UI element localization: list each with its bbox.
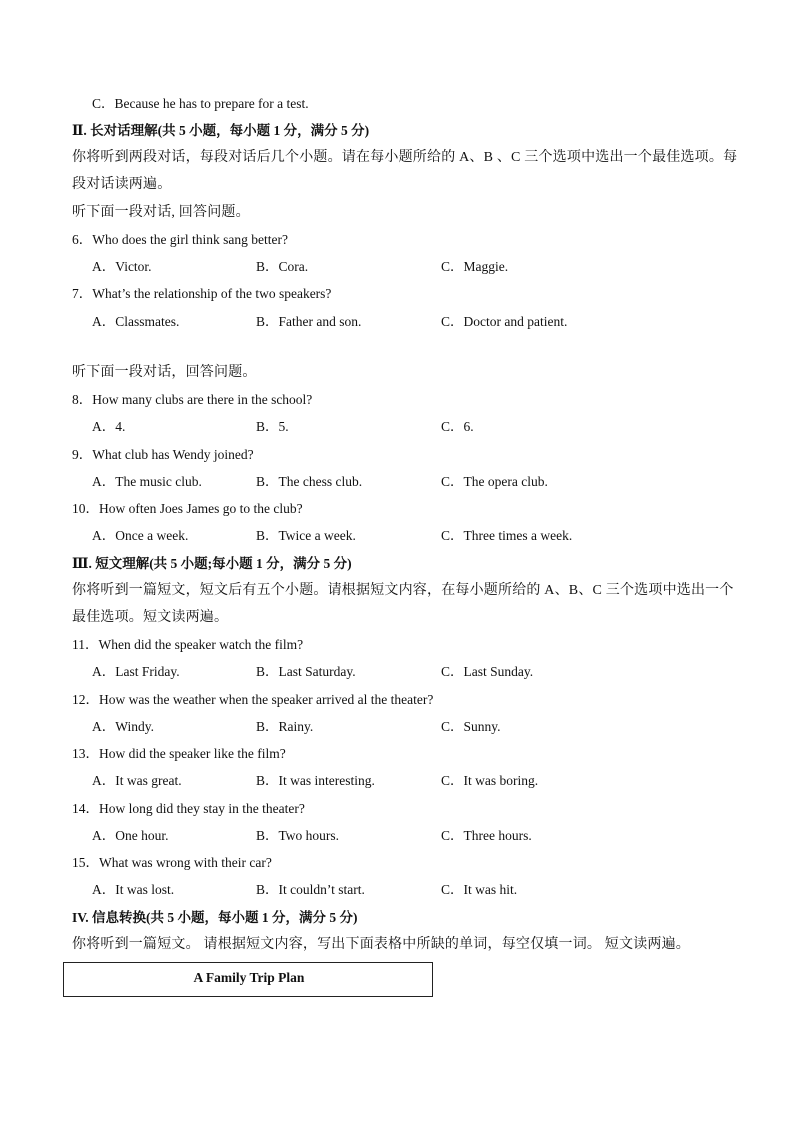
question-9: 9．What club has Wendy joined?	[72, 447, 254, 462]
q10-option-c: C．Three times a week.	[441, 528, 573, 543]
question-15: 15．What was wrong with their car?	[72, 855, 272, 870]
section-2-heading: Ⅱ. 长对话理解(共 5 小题，每小题 1 分，满分 5 分)	[72, 123, 370, 138]
section-4-heading: IV. 信息转换(共 5 小题，每小题 1 分，满分 5 分)	[72, 910, 358, 925]
section-2-instruction-line2: 段对话读两遍。	[72, 177, 172, 192]
q12-option-c: C．Sunny.	[441, 719, 501, 734]
q14-option-a: A．One hour.	[92, 828, 169, 843]
dialogue-1-prompt: 听下面一段对话, 回答问题。	[72, 205, 250, 220]
q9-option-a: A．The music club.	[92, 474, 202, 489]
q13-option-a: A．It was great.	[92, 773, 182, 788]
q14-option-b: B．Two hours.	[256, 828, 340, 843]
q13-option-c: C．It was boring.	[441, 773, 539, 788]
q9-option-b: B．The chess club.	[256, 474, 363, 489]
q10-option-a: A．Once a week.	[92, 528, 189, 543]
q12-option-a: A．Windy.	[92, 719, 154, 734]
q6-option-b: B．Cora.	[256, 259, 309, 274]
question-8: 8．How many clubs are there in the school?	[72, 392, 313, 407]
dialogue-2-prompt: 听下面一段对话，回答问题。	[72, 365, 257, 380]
q13-option-b: B．It was interesting.	[256, 773, 375, 788]
q15-option-b: B．It couldn’t start.	[256, 882, 365, 897]
question-6: 6．Who does the girl think sang better?	[72, 232, 288, 247]
q8-option-b: B．5.	[256, 419, 289, 434]
q7-option-c: C．Doctor and patient.	[441, 314, 568, 329]
question-11: 11．When did the speaker watch the film?	[72, 637, 304, 652]
section-2-instruction-line1: 你将听到两段对话，每段对话后几个小题。请在每小题所给的 A、B 、C 三个选项中选出一个最佳选项。每	[72, 150, 738, 165]
section-3-instruction-line2: 最佳选项。短文读两遍。	[72, 610, 229, 625]
q15-option-c: C．It was hit.	[441, 882, 518, 897]
q10-option-b: B．Twice a week.	[256, 528, 356, 543]
question-10: 10．How often Joes James go to the club?	[72, 501, 303, 516]
q11-option-a: A．Last Friday.	[92, 664, 180, 679]
q15-option-a: A．It was lost.	[92, 882, 175, 897]
q6-option-c: C．Maggie.	[441, 259, 509, 274]
q11-option-b: B．Last Saturday.	[256, 664, 356, 679]
question-7: 7．What’s the relationship of the two speakers?	[72, 286, 332, 301]
q5-option-c: C．Because he has to prepare for a test.	[92, 96, 309, 111]
q8-option-a: A．4.	[92, 419, 126, 434]
q12-option-b: B．Rainy.	[256, 719, 314, 734]
question-12: 12．How was the weather when the speaker arrived al the theater?	[72, 692, 434, 707]
q6-option-a: A．Victor.	[92, 259, 152, 274]
section-3-heading: Ⅲ. 短文理解(共 5 小题;每小题 1 分，满分 5 分)	[72, 556, 352, 571]
q9-option-c: C．The opera club.	[441, 474, 548, 489]
q8-option-c: C．6.	[441, 419, 474, 434]
section-3-instruction-line1: 你将听到一篇短文，短文后有五个小题。请根据短文内容，在每小题所给的 A、B、C 三个选项中选出一个	[72, 583, 734, 598]
question-13: 13．How did the speaker like the film?	[72, 746, 286, 761]
q7-option-b: B．Father and son.	[256, 314, 362, 329]
question-14: 14．How long did they stay in the theater?	[72, 801, 305, 816]
section-4-instruction: 你将听到一篇短文。 请根据短文内容，写出下面表格中所缺的单词，每空仅填一词。 短文读两遍。	[72, 937, 690, 952]
q11-option-c: C．Last Sunday.	[441, 664, 534, 679]
q7-option-a: A．Classmates.	[92, 314, 180, 329]
trip-plan-table	[63, 962, 433, 997]
q14-option-c: C．Three hours.	[441, 828, 532, 843]
table-title: A Family Trip Plan	[193, 970, 305, 985]
